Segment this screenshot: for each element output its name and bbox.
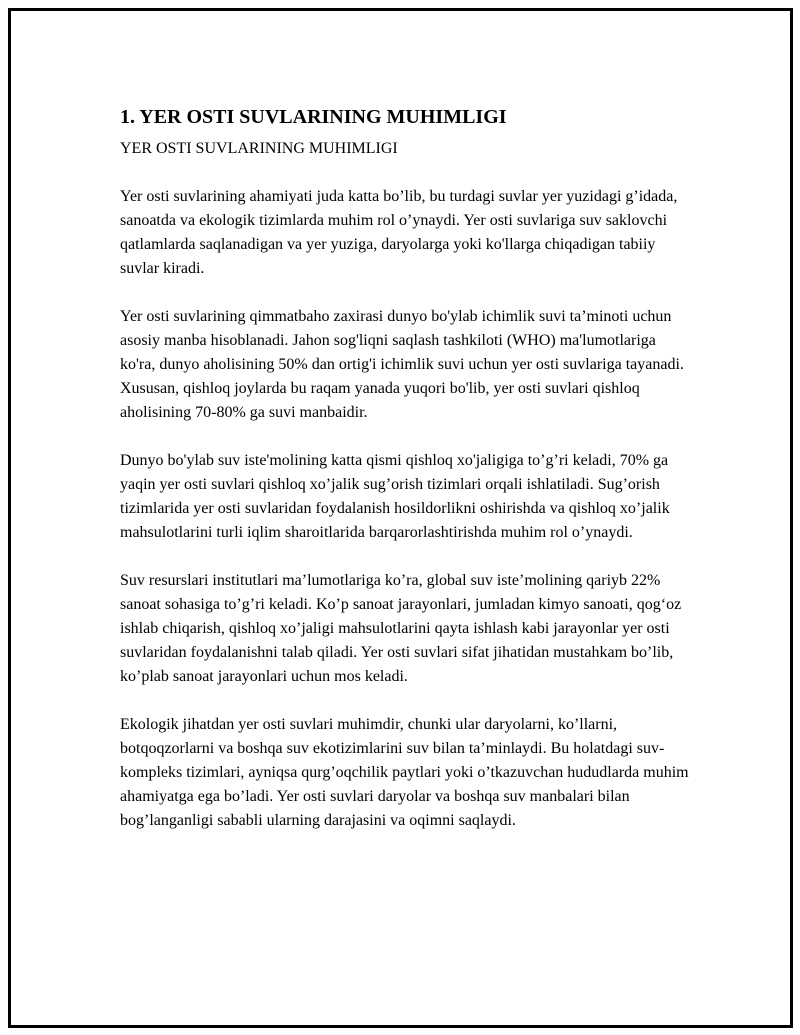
paragraph-5: Ekologik jihatdan yer osti suvlari muhimdir, chunki ular daryolarni, ko’llarni, botqoqzorlarni va boshqa suv ekotizimlarini suv bilan ta’minlaydi. Bu holatdagi suv-kompleks tizimlari, ayniqsa qurg’oqchilik paytlari yoki o’tkazuvchan hududlarda muhim ahamiyatga ega bo’ladi. Yer osti suvlari daryolar va boshqa suv manbalari bilan bog’langanligi sababli ularning darajasini va oqimni saqlaydi. bbox=[120, 716, 689, 829]
document-page bbox=[8, 8, 793, 1028]
paragraph-1: Yer osti suvlarining ahamiyati juda katta bo’lib, bu turdagi suvlar yer yuzidagi g’idada, sanoatda va ekologik tizimlarda muhim rol o’ynaydi. Yer osti suvlariga suv saklovchi qatlamlarda saqlanadigan va yer yuziga, daryolarga yoki ko'llarga chiqadigan tabiiy suvlar kiradi. bbox=[120, 188, 678, 277]
page-title: 1. YER OSTI SUVLARINING MUHIMLIGI bbox=[120, 106, 507, 128]
section-subtitle: YER OSTI SUVLARINING MUHIMLIGI bbox=[120, 140, 398, 157]
document-body bbox=[120, 103, 695, 857]
paragraph-4: Suv resurslari institutlari ma’lumotlariga ko’ra, global suv iste’molining qariyb 22% sanoat sohasiga to’g’ri keladi. Ko’p sanoat jarayonlari, jumladan kimyo sanoati, qog‘oz ishlab chiqarish, qishloq xo’jaligi mahsulotlarini qayta ishlash kabi jarayonlar yer osti suvlaridan foydalanishni talab qiladi. Yer osti suvlari sifat jihatidan mustahkam bo’lib, ko’plab sanoat jarayonlari uchun mos keladi. bbox=[120, 572, 682, 685]
paragraph-3: Dunyo bo'ylab suv iste'molining katta qismi qishloq xo'jaligiga to’g’ri keladi, 70% ga yaqin yer osti suvlari qishloq xo’jalik sug’orish tizimlari orqali ishlatiladi. Sug’orish tizimlarida yer osti suvlaridan foydalanish hosildorlikni oshirishda va qishloq xo’jalik mahsulotlarini turli iqlim sharoitlarida barqarorlashtirishda muhim rol o’ynaydi. bbox=[120, 452, 670, 541]
paragraph-2: Yer osti suvlarining qimmatbaho zaxirasi dunyo bo'ylab ichimlik suvi ta’minoti uchun asosiy manba hisoblanadi. Jahon sog'liqni saqlash tashkiloti (WHO) ma'lumotlariga ko'ra, dunyo aholisining 50% dan ortig'i ichimlik suvi uchun yer osti suvlariga tayanadi. Xususan, qishloq joylarda bu raqam yanada yuqori bo'lib, yer osti suvlari qishloq aholisining 70-80% ga suvi manbaidir. bbox=[120, 308, 684, 421]
